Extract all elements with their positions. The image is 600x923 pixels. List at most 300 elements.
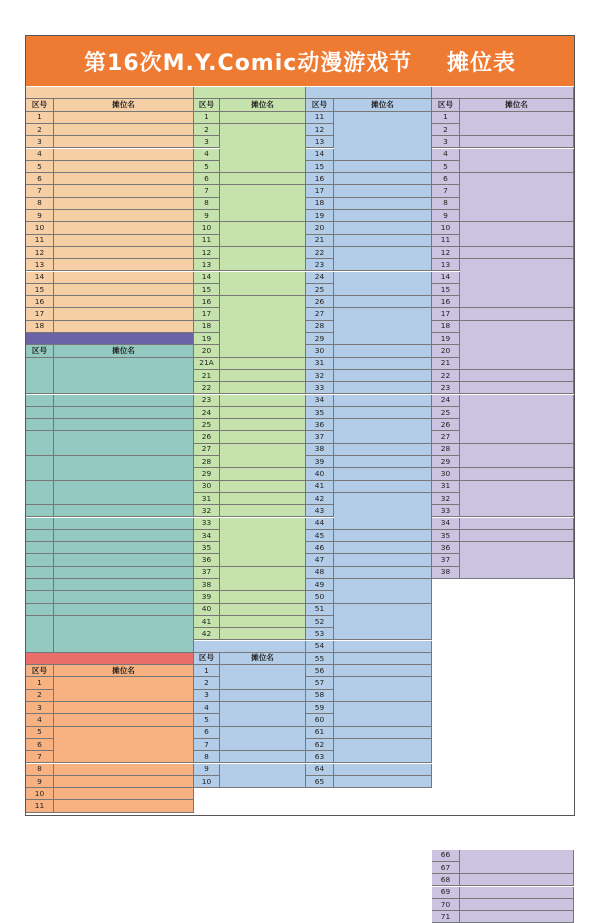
booth-number: 11 [306,112,334,124]
zone-c2-title [194,641,306,653]
booth-number: 9 [432,210,460,222]
booth-number: 25 [194,419,220,431]
booth-name [334,198,432,210]
booth-number: 45 [306,530,334,542]
column-header-num: 区号 [26,665,54,677]
booth-number: 7 [26,185,54,197]
booth-name [54,222,194,234]
booth-number [26,395,54,407]
booth-number: 70 [432,899,460,911]
booth-number: 30 [432,468,460,480]
booth-number: 17 [26,308,54,320]
booth-number: 3 [432,136,460,148]
booth-number [26,456,54,481]
column-header-name: 摊位名 [220,99,306,111]
column-header-name: 摊位名 [334,99,432,111]
booth-name [220,481,306,493]
booth-number: 28 [306,321,334,333]
booth-name [220,407,306,419]
booth-number: 42 [306,493,334,505]
booth-number: 47 [306,554,334,566]
booth-name [220,382,306,394]
booth-number: 26 [432,419,460,431]
booth-name [54,173,194,185]
booth-number: 65 [306,776,334,788]
booth-number: 35 [306,407,334,419]
booth-name [54,764,194,776]
booth-name [460,850,574,875]
booth-number: 34 [432,518,460,530]
booth-number: 26 [306,296,334,308]
booth-number: 34 [306,395,334,407]
booth-name [54,554,194,566]
booth-name [54,185,194,197]
booth-name [54,124,194,136]
booth-number: 10 [432,222,460,234]
booth-name [334,542,432,554]
zone-m-title [26,653,194,665]
booth-name [54,530,194,542]
booth-number: 37 [194,567,220,579]
booth-name [334,161,432,173]
booth-name [334,739,432,764]
booth-name [334,308,432,345]
booth-name [334,444,432,456]
booth-number: 8 [26,764,54,776]
booth-name [220,591,306,603]
booth-number: 7 [194,739,220,751]
booth-number: 6 [194,727,220,739]
zone-c-title [306,87,432,99]
booth-number: 5 [26,161,54,173]
booth-number: 13 [432,259,460,271]
booth-number: 32 [194,505,220,517]
booth-number: 18 [306,198,334,210]
booth-number: 19 [432,333,460,345]
booth-number: 36 [432,542,460,554]
booth-name [54,518,194,530]
booth-number: 3 [26,702,54,714]
booth-name [460,468,574,480]
booth-number: 1 [26,677,54,689]
booth-number: 29 [432,456,460,468]
booth-number: 69 [432,887,460,899]
booth-name [54,235,194,247]
booth-name [334,407,432,419]
page-title: 第16次M.Y.Comic动漫游戏节 摊位表 [26,36,574,86]
booth-name [54,308,194,320]
booth-name [460,382,574,394]
booth-number [26,567,54,579]
booth-name [54,481,194,506]
booth-name [220,616,306,628]
booth-number: 7 [194,185,220,197]
booth-name [220,124,306,173]
booth-name [54,431,194,456]
booth-name [220,272,306,297]
booth-number: 23 [194,395,220,407]
booth-name [460,874,574,886]
booth-name [334,235,432,247]
booth-name [220,173,306,185]
booth-number: 21 [306,235,334,247]
booth-name [334,173,432,185]
booth-number: 64 [306,764,334,776]
booth-name [460,395,574,444]
booth-number: 12 [26,247,54,259]
booth-number [26,505,54,517]
booth-name [334,345,432,357]
booth-name [220,727,306,752]
booth-number: 14 [194,272,220,284]
booth-name [54,112,194,124]
booth-number: 4 [194,702,220,714]
booth-number: 23 [306,259,334,271]
booth-name [460,887,574,899]
booth-name [54,604,194,616]
booth-number: 14 [432,272,460,284]
booth-name [334,604,432,641]
booth-name [460,308,574,320]
booth-number: 24 [306,272,334,284]
booth-number: 39 [194,591,220,603]
booth-number: 24 [432,395,460,407]
booth-name [54,727,194,764]
booth-name [334,382,432,394]
booth-number: 16 [432,296,460,308]
booth-number: 4 [26,714,54,726]
booth-name [334,272,432,297]
booth-number: 30 [306,345,334,357]
booth-number: 29 [306,333,334,345]
booth-number: 30 [194,481,220,493]
booth-number: 1 [26,112,54,124]
booth-name [54,296,194,308]
booth-number: 19 [306,210,334,222]
booth-number: 6 [26,739,54,751]
booth-number [26,358,54,395]
booth-number: 12 [194,247,220,259]
booth-number: 5 [194,714,220,726]
booth-name [220,518,306,567]
booth-name [54,714,194,726]
booth-name [334,665,432,677]
booth-number: 33 [306,382,334,394]
booth-name [54,321,194,333]
booth-number: 10 [26,788,54,800]
booth-name [54,800,194,812]
booth-number [26,604,54,616]
booth-number: 18 [432,321,460,333]
column-header-name: 摊位名 [54,665,194,677]
booth-name [220,567,306,592]
booth-number: 40 [306,468,334,480]
booth-name [220,185,306,222]
booth-number: 33 [194,518,220,530]
booth-number: 21 [432,358,460,370]
booth-name [460,112,574,137]
booth-number: 1 [432,112,460,124]
booth-number: 8 [194,198,220,210]
booth-name [220,222,306,247]
booth-number: 11 [194,235,220,247]
booth-number: 51 [306,604,334,616]
booth-name [54,149,194,161]
booth-name [460,259,574,308]
booth-name [220,431,306,443]
booth-number [26,554,54,566]
booth-number: 9 [26,776,54,788]
booth-number: 1 [194,112,220,124]
booth-number: 36 [194,554,220,566]
booth-number: 15 [432,284,460,296]
booth-number: 22 [432,370,460,382]
booth-number: 16 [194,296,220,308]
booth-number: 23 [432,382,460,394]
booth-number: 60 [306,714,334,726]
booth-name [334,112,432,161]
booth-name [334,481,432,493]
booth-number: 66 [432,850,460,862]
booth-number: 27 [194,444,220,456]
booth-number: 38 [306,444,334,456]
booth-name [460,542,574,579]
booth-name [334,296,432,308]
booth-number: 71 [432,911,460,923]
booth-number: 59 [306,702,334,714]
column-header-num: 区号 [432,99,460,111]
booth-number: 5 [432,161,460,173]
booth-name [334,468,432,480]
booth-name [54,542,194,554]
booth-name [334,247,432,272]
booth-number: 58 [306,690,334,702]
zone-d-title [432,87,574,99]
booth-number: 6 [194,173,220,185]
booth-number: 11 [26,800,54,812]
booth-name [334,222,432,234]
booth-name [220,702,306,727]
booth-name [460,530,574,542]
booth-name [460,911,574,923]
booth-number: 48 [306,567,334,579]
booth-number: 31 [194,493,220,505]
booth-number: 25 [306,284,334,296]
booth-name [54,198,194,210]
booth-number [26,579,54,591]
booth-name [220,628,306,640]
booth-name [220,444,306,469]
booth-number: 18 [26,321,54,333]
booth-number: 4 [26,149,54,161]
booth-number: 17 [306,185,334,197]
booth-number: 16 [306,173,334,185]
booth-number: 3 [194,690,220,702]
booth-number: 13 [194,259,220,271]
booth-name [334,702,432,727]
booth-number: 56 [306,665,334,677]
booth-number: 37 [432,554,460,566]
booth-number: 33 [432,505,460,517]
booth-name [460,899,574,911]
booth-number: 50 [306,591,334,603]
booth-name [460,321,574,370]
booth-name [220,764,306,789]
booth-name [54,677,194,702]
booth-name [220,505,306,517]
booth-name [334,567,432,579]
booth-number: 39 [306,456,334,468]
booth-name [54,407,194,419]
booth-number: 35 [432,530,460,542]
column-header-num: 区号 [194,99,220,111]
booth-number: 12 [432,247,460,259]
booth-number: 21A [194,358,220,370]
booth-number: 3 [26,136,54,148]
booth-name [220,665,306,690]
booth-name [220,112,306,124]
booth-number: 37 [306,431,334,443]
booth-name [334,370,432,382]
column-header-name: 摊位名 [54,345,194,357]
booth-number: 63 [306,751,334,763]
booth-name [54,776,194,788]
booth-number: 4 [194,149,220,161]
booth-number: 14 [306,149,334,161]
booth-name [220,345,306,357]
booth-sheet [25,35,575,921]
booth-number: 20 [432,345,460,357]
booth-name [334,727,432,739]
booth-number: 2 [194,124,220,136]
booth-name [54,259,194,271]
booth-name [220,468,306,480]
booth-name [334,653,432,665]
booth-number: 6 [432,173,460,185]
booth-name [54,456,194,481]
booth-name [54,395,194,407]
booth-name [460,518,574,530]
booth-number: 10 [194,222,220,234]
booth-number: 54 [306,641,334,653]
column-header-num: 区号 [194,653,220,665]
booth-name [334,456,432,468]
booth-name [334,493,432,530]
booth-number: 4 [432,149,460,161]
booth-number: 28 [432,444,460,456]
booth-number: 29 [194,468,220,480]
booth-number: 26 [194,431,220,443]
booth-name [334,185,432,197]
booth-number: 68 [432,874,460,886]
booth-name [334,677,432,702]
booth-name [54,272,194,284]
booth-name [54,788,194,800]
booth-number: 8 [194,751,220,763]
booth-number: 19 [194,333,220,345]
booth-name [460,370,574,382]
booth-number: 38 [194,579,220,591]
booth-number: 61 [306,727,334,739]
booth-name [460,247,574,259]
booth-number: 35 [194,542,220,554]
booth-number: 9 [26,210,54,222]
booth-number: 15 [26,284,54,296]
booth-number: 11 [432,235,460,247]
booth-number: 62 [306,739,334,751]
booth-number: 36 [306,419,334,431]
booth-number: 21 [194,370,220,382]
booth-name [460,173,574,222]
booth-name [54,505,194,517]
booth-name [334,358,432,370]
booth-name [54,579,194,591]
booth-number: 40 [194,604,220,616]
booth-name [54,161,194,173]
booth-number: 6 [26,173,54,185]
booth-number: 17 [432,308,460,320]
booth-name [334,554,432,566]
booth-number: 1 [194,665,220,677]
column-header-num: 区号 [26,99,54,111]
booth-number: 2 [26,124,54,136]
booth-number [26,407,54,419]
booth-number: 41 [194,616,220,628]
booth-number: 43 [306,505,334,517]
booth-number: 7 [432,185,460,197]
booth-number [26,518,54,530]
booth-name [460,444,574,469]
booth-name [220,493,306,505]
booth-number: 67 [432,862,460,874]
booth-number: 38 [432,567,460,579]
column-header-num: 区号 [26,345,54,357]
booth-name [54,419,194,431]
booth-number: 57 [306,677,334,689]
booth-number: 12 [306,124,334,136]
booth-number: 24 [194,407,220,419]
booth-number: 22 [306,247,334,259]
booth-name [54,567,194,579]
column-header-name: 摊位名 [460,99,574,111]
booth-number: 2 [194,677,220,689]
booth-number: 13 [26,259,54,271]
column-header-num: 区号 [306,99,334,111]
booth-name [334,579,432,604]
booth-name [220,751,306,763]
booth-name [220,247,306,272]
booth-number: 52 [306,616,334,628]
booth-name [220,395,306,407]
booth-number: 2 [26,690,54,702]
booth-number: 31 [306,358,334,370]
booth-number: 5 [194,161,220,173]
booth-number: 10 [26,222,54,234]
booth-number [26,616,54,653]
booth-number: 27 [432,431,460,443]
booth-number: 3 [194,136,220,148]
booth-number: 27 [306,308,334,320]
booth-number: 46 [306,542,334,554]
booth-name [54,358,194,395]
zone-a-title [194,87,306,99]
zone-v-title [26,87,194,99]
booth-number: 8 [432,198,460,210]
booth-number: 7 [26,751,54,763]
booth-number: 44 [306,518,334,530]
booth-name [334,395,432,407]
booth-name [54,247,194,259]
